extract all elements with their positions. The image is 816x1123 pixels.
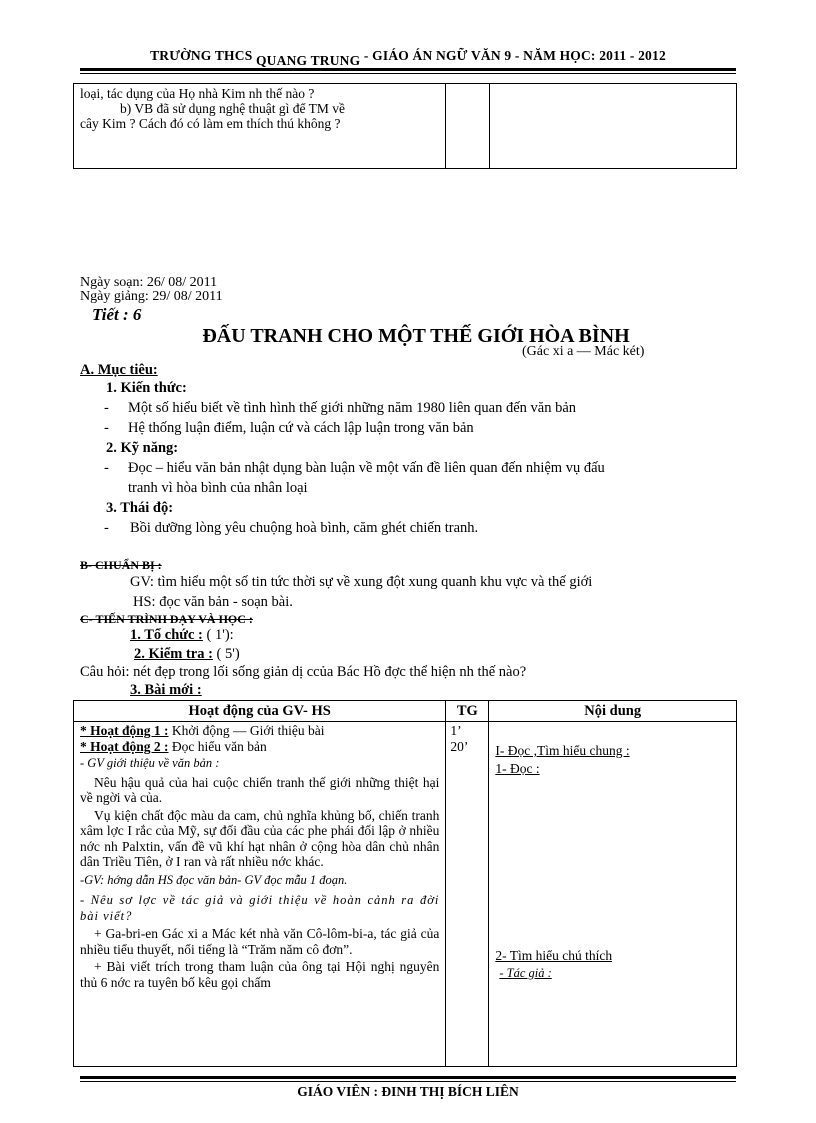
kiem-tra-line: [134, 644, 240, 664]
ask-author: - Nêu sơ lợc về tác giả và giới thiệu về hoàn cảnh ra đời bài viết?: [80, 893, 440, 923]
to-chuc-time: ( 1'):: [202, 627, 234, 643]
kiem-tra-time: ( 5'): [212, 646, 240, 662]
hd1-label: * Hoạt động 1 :: [80, 723, 169, 738]
k1-item-2: Hệ thống luận điểm, luận cứ và cách lập luận trong văn bản: [128, 420, 474, 436]
bai-moi-heading: 3. Bài mới :: [130, 682, 202, 698]
top-continuation-table: [73, 83, 737, 169]
activity-cell: [74, 722, 446, 1067]
section-a-k3: 3. Thái độ:: [106, 500, 174, 516]
top-table-line1: loại, tác dụng của Họ nhà Kim nh thế nào ?: [80, 86, 315, 101]
para-1: Nêu hậu quả của hai cuộc chiến tranh thế giới những thiệt hại về ngời và của.: [80, 774, 440, 805]
section-b-gv: GV: tìm hiểu một số tin tức thời sự về xung đột xung quanh khu vực và thế giới: [130, 574, 593, 590]
top-table-cell-activity: [74, 84, 446, 169]
header-school-name: QUANG TRUNG: [255, 53, 361, 68]
to-chuc-line: [130, 625, 234, 645]
top-table-line3: cây Kim ? Cách đó có làm em thích thú không ?: [80, 116, 341, 131]
date-giang: Ngày giảng: 29/ 08/ 2011: [80, 289, 223, 304]
col-header-time: TG: [446, 701, 489, 722]
top-table-cell-content: [489, 84, 736, 169]
gv-intro: - GV giới thiệu về văn bản :: [80, 756, 220, 770]
content-cell: [489, 722, 737, 1067]
dash-2: -: [104, 420, 109, 436]
time-2: 20’: [450, 738, 469, 754]
content-section-1: I- Đọc ,Tìm hiểu chung :: [495, 743, 630, 758]
section-b-hs: HS: đọc văn bản - soạn bài.: [133, 594, 293, 610]
lesson-title: ĐẤU TRANH CHO MỘT THẾ GIỚI HÒA BÌNH: [202, 325, 630, 347]
para-4: + Bài viết trích trong tham luận của ông tại Hội nghị nguyên thủ 6 nớc ra tuyên bố kêu gọi chấm: [80, 959, 440, 990]
dash-4: -: [104, 520, 109, 536]
hd2-line: [80, 739, 439, 755]
hd2-text: Đọc hiểu văn bản: [168, 738, 267, 754]
gv-read: -GV: hớng dẫn HS đọc văn bản- GV đọc mẫu 1 đoạn.: [80, 872, 348, 887]
dash-3: -: [104, 460, 109, 476]
header-rest: - GIÁO ÁN NGỮ VĂN 9 - NĂM HỌC: 2011 - 2012: [360, 48, 666, 63]
hd2-label: * Hoạt động 2 :: [80, 738, 169, 754]
lesson-dates: [80, 276, 223, 304]
header-school: TRƯỜNG THCS: [150, 48, 253, 63]
section-c-heading: C- TIẾN TRÌNH DẠY VÀ HỌC :: [80, 612, 253, 626]
footer-rule-thin: [80, 1081, 736, 1082]
time-cell: [446, 722, 489, 1067]
hd1-text: Khởi động — Giới thiệu bài: [168, 723, 325, 738]
para-2: Vụ kiện chất độc màu da cam, chủ nghĩa khủng bố, chiến tranh xâm lợc I rắc của Mỹ, sự đối đầu của các phe phái đối lập ở nhiều nớc nh Palxtin, vấn đề vũ khí hạt nhân ở cộng hòa dân chủ nhân dân Triều Tiên, ở I ran và rất nhiều nớc khác.: [80, 807, 440, 869]
top-table-line2: b) VB đã sử dụng nghệ thuật gì để TM về: [120, 101, 346, 116]
page-footer: GIÁO VIÊN : ĐINH THỊ BÍCH LIÊN: [297, 1084, 519, 1099]
lesson-number: Tiết : 6: [92, 305, 142, 324]
content-tac-gia: - Tác giả :: [499, 965, 552, 980]
page-header: [0, 48, 816, 68]
k1-item-1: Một số hiểu biết về tình hình thế giới những năm 1980 liên quan đến văn bản: [128, 400, 577, 416]
top-table-cell-time: [445, 84, 489, 169]
header-rule-thin: [80, 73, 736, 74]
dash-1: -: [104, 400, 109, 416]
date-soan: Ngày soạn: 26/ 08/ 2011: [80, 275, 218, 290]
section-a-heading: A. Mục tiêu:: [80, 362, 158, 378]
section-a-k2: 2. Kỹ năng:: [106, 440, 179, 456]
lesson-table-row: [74, 722, 737, 1067]
k2-item-line2: tranh vì hòa bình của nhân loại: [128, 480, 308, 496]
section-b-heading: B- CHUẨN BỊ :: [80, 558, 162, 572]
lesson-table-header-row: [74, 701, 737, 722]
content-chu-thich: 2- Tìm hiểu chú thích: [495, 948, 613, 963]
lesson-author: (Gác xi a — Mác két): [522, 344, 645, 359]
col-header-content: Nội dung: [489, 701, 737, 722]
footer-rule-thick: [80, 1076, 736, 1079]
hd1-line: [80, 723, 439, 739]
time-1: 1’: [450, 723, 462, 738]
content-doc: 1- Đọc :: [495, 760, 540, 776]
col-header-activity: Hoạt động của GV- HS: [74, 701, 446, 722]
to-chuc-label: 1. Tổ chức :: [130, 627, 203, 643]
para-3: + Ga-bri-en Gác xi a Mác két nhà văn Cô-lôm-bi-a, tác giả của nhiều tiểu thuyết, nổi tiếng là “Trăm năm cô đơn”.: [80, 926, 440, 957]
section-a-k1: 1. Kiến thức:: [106, 380, 187, 396]
lesson-table: [73, 700, 737, 1067]
check-question: Câu hỏi: nét đẹp trong lối sống giản dị ccủa Bác Hồ đợc thể hiện nh thế nào?: [80, 664, 527, 680]
header-rule-thick: [80, 68, 736, 71]
k3-item: Bồi dưỡng lòng yêu chuộng hoà bình, căm ghét chiến tranh.: [130, 520, 479, 536]
k2-item-line1: Đọc – hiểu văn bản nhật dụng bàn luận về một vấn đề liên quan đến nhiệm vụ đấu: [128, 460, 605, 476]
kiem-tra-label: 2. Kiểm tra :: [134, 646, 213, 662]
